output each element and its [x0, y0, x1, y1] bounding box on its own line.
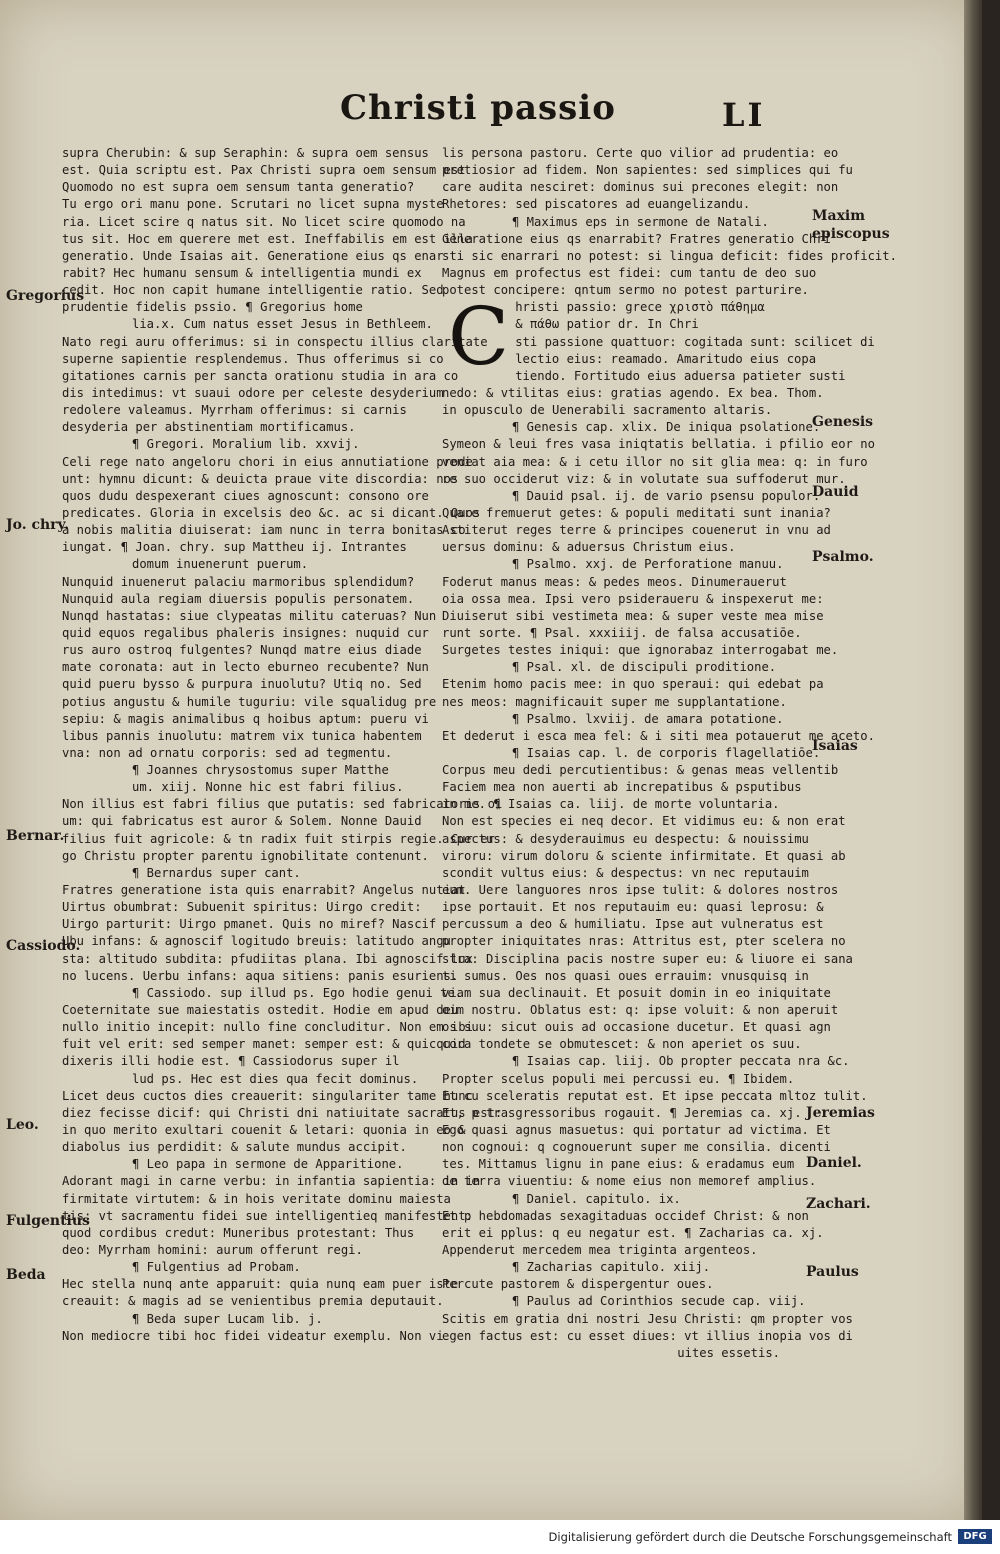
text-line: generatio. Unde Isaias ait. Generatione eius qs enar [62, 248, 444, 263]
text-line: um. xiij. Nonne hic est fabri filius. [132, 780, 404, 795]
running-head: Christi passio [340, 88, 616, 128]
text-line: lectio eius: reamado. Amaritudo eius copa [515, 351, 817, 366]
text-line: desyderia per abstinentiam mortificamus. [62, 420, 356, 435]
text-line: ¶ Psal. xl. de discipuli proditione. [512, 660, 777, 675]
left-text-column [62, 145, 503, 1345]
text-line: propter iniquitates nras: Attritus est, pter scelera no [442, 934, 846, 949]
text-line: deo: Myrrham homini: aurum offerunt regi. [62, 1243, 363, 1257]
text-line: Uirgo parturit: Uirgo pmanet. Quis no miref? Nascif [62, 917, 437, 932]
text-line: uites essetis. [677, 1345, 780, 1360]
text-line: lud ps. Hec est dies qua fecit dominus. [132, 1071, 419, 1086]
margin-note-paulus: Paulus [806, 1264, 859, 1280]
text-line: Foderut manus meas: & pedes meos. Dinumerauerut [442, 574, 787, 589]
text-line: in opusculo de Uenerabili sacramento altaris. [442, 403, 773, 418]
text-line: Scitis em gratia dni nostri Jesu Christi: qm propter vos [442, 1311, 853, 1326]
text-line: firmitate virtutem: & in hois veritate dominu maiesta [62, 1191, 451, 1206]
text-line: Et, p trasgressoribus rogauit. ¶ Jeremias ca. xj. [442, 1105, 802, 1120]
text-line: redolere valeamus. Myrrham offerimus: si carnis [62, 403, 407, 418]
text-line: ¶ Psalmo. xxj. de Perforatione manuu. [512, 557, 784, 572]
text-line: ¶ Dauid psal. ij. de vario psensu populor. [512, 488, 821, 503]
dropcap-letter: C [448, 290, 510, 384]
text-line: care audita nesciret: dominus sui precones elegit: non [442, 180, 839, 195]
text-line: filius fuit agricole: & tn radix fuit stirpis regie. Cur er [62, 831, 495, 846]
text-line: re suo occiderut viz: & in volutate sua suffoderut mur. [442, 471, 846, 486]
text-line: dis intedimus: vt suaui odore per celeste desyderium [62, 385, 444, 400]
text-line: Nunquid aula regiam diuersis populis personatem. [62, 591, 415, 606]
margin-note-fulgentius: Fulgentius [6, 1213, 90, 1229]
text-line: tis: vt sacramentu fidei sue intelligentieq manifestent: [62, 1208, 473, 1223]
text-line: tiendo. Fortitudo eius aduersa patieter susti [515, 368, 846, 383]
text-line: aspectus: & desyderauimus eu despectu: & nouissimu [442, 831, 809, 846]
text-line: prudentie fidelis pssio. ¶ Gregorius home [62, 300, 363, 315]
text-line: ria. Licet scire q natus sit. No licet scire quomodo na [62, 214, 466, 229]
text-line: predicates. Gloria in excelsis deo &c. ac si dicant. Quos [62, 505, 481, 520]
text-line: ¶ Beda super Lucam lib. j. [132, 1311, 323, 1326]
text-line: ¶ Cassiodo. sup illud ps. Ego hodie genui te. [132, 985, 463, 1000]
text-line: supra Cherubin: & sup Seraphin: & supra oem sensus [62, 146, 429, 160]
text-line: stra: Disciplina pacis nostre super eu: & liuore ei sana [442, 951, 853, 966]
funding-credit: Digitalisierung gefördert durch die Deutsche Forschungsgemeinschaft [548, 1530, 952, 1544]
text-line: nes meos: magnificauit super me supplantatione. [442, 694, 787, 709]
text-line: sti sic enarrari no potest: si lingua deficit: fides proficit. [442, 248, 897, 263]
text-line: Coeternitate sue maiestatis ostedit. Hodie em apud deu [62, 1003, 459, 1018]
text-line: ¶ Maximus eps in sermone de Natali. [512, 214, 769, 229]
text-line: ¶ Isaias cap. liij. Ob propter peccata nra &c. [512, 1054, 850, 1069]
text-line: diabolus ius perdidit: & salute mundus accipit. [62, 1140, 407, 1155]
text-line: Fratres generatione ista quis enarrabit? Angelus nutiat [62, 883, 466, 898]
margin-note-genesis: Genesis [812, 414, 874, 430]
text-line: ¶ Gregori. Moralium lib. xxvij. [132, 437, 360, 452]
margin-note-isaias: Isaias [812, 738, 858, 754]
digitization-footer [0, 1520, 1000, 1554]
text-line: Diuiserut sibi vestimeta mea: & super veste mea mise [442, 608, 824, 623]
text-line: Etenim homo pacis mee: in quo speraui: qui edebat pa [442, 677, 824, 692]
text-line: Rhetores: sed piscatores ad euangelizandu. [442, 197, 751, 212]
text-line: potius angustu & humile tuguriu: vile squalidug pre [62, 694, 437, 709]
text-line: ¶ Bernardus super cant. [132, 865, 301, 880]
text-line: ¶ Fulgentius ad Probam. [132, 1260, 301, 1275]
text-line: non cognoui: q cognouerunt super me consilia. dicenti [442, 1140, 831, 1155]
text-line: sta: altitudo subdita: pfudiitas plana. Ibi agnoscif lux [62, 951, 473, 966]
text-line: go Christu propter parentu ignobilitate contenunt. [62, 848, 429, 863]
text-line: ¶ Isaias cap. l. de corporis flagellatiōe. [512, 745, 821, 760]
text-line: ti sumus. Oes nos quasi oues errauim: vnusquisq in [442, 968, 809, 983]
text-line: oim nostru. Oblatus est: q: ipse voluit: & non aperuit [442, 1003, 839, 1018]
text-line: ¶ Leo papa in sermone de Apparitione. [132, 1157, 404, 1172]
text-line: no lucens. Uerbu infans: aqua sitiens: panis esuriens. [62, 968, 459, 983]
text-line: lia.x. Cum natus esset Jesus in Bethleem. [132, 317, 433, 332]
text-line: Licet deus cuctos dies creauerit: singulariter tame hunc [62, 1088, 473, 1103]
text-line: est. Quia scriptu est. Pax Christi supra oem sensum est [62, 163, 466, 178]
text-line: Percute pastorem & dispergentur oues. [442, 1277, 714, 1292]
page-edge [964, 0, 982, 1520]
text-line: Nunqd hastatas: siue clypeatas militu cateruas? Nun [62, 608, 437, 623]
text-line: quid pueru bysso & purpura inuolutu? Utiq no. Sed [62, 677, 422, 692]
text-line: veniat aia mea: & i cetu illor no sit glia mea: q: in furo [442, 454, 868, 469]
margin-note-beda: Beda [6, 1267, 46, 1283]
text-line: de terra viuentiu: & nome eius non memoref amplius. [442, 1174, 817, 1189]
text-line: tus sit. Hoc em querere met est. Ineffabilis em est illa [62, 231, 473, 246]
text-line: Appenderut mercedem mea triginta argenteos. [442, 1243, 758, 1257]
margin-note-daniel: Daniel. [806, 1155, 862, 1171]
text-line: superne sapientie resplendemus. Thus offerimus si co [62, 351, 444, 366]
text-line: cora tondete se obmutescet: & non aperiet os suu. [442, 1037, 802, 1052]
text-line: Celi rege nato angeloru chori in eius annutiatione prode [62, 454, 473, 469]
text-line: hristi passio: grece χριστὸ πάθημα [515, 300, 765, 315]
text-line: Corpus meu dedi percutientibus: & genas meas vellentib [442, 763, 839, 778]
text-line: sepiu: & magis animalibus q hoibus aptum: pueru vi [62, 711, 429, 726]
text-line: Nato regi auru offerimus: si in conspectu illius claritate [62, 334, 488, 349]
margin-note-cassiodo: Cassiodo. [6, 938, 81, 954]
text-line: Generatione eius qs enarrabit? Fratres generatio Chri [442, 231, 831, 246]
text-line: egen factus est: cu esset diues: vt illius inopia vos di [442, 1328, 853, 1343]
text-line: dixeris illi hodie est. ¶ Cassiodorus super il [62, 1054, 400, 1069]
margin-note-jo-chry: Jo. chry. [6, 517, 69, 533]
text-line: gitationes carnis per sancta orationu studia in ara co [62, 368, 459, 383]
margin-note-zachari: Zachari. [806, 1196, 871, 1212]
margin-note-bernar: Bernar. [6, 828, 65, 844]
text-line: scondit vultus eius: & despectus: vn nec reputauim [442, 865, 809, 880]
text-line: sti passione quattuor: cogitada sunt: scilicet di [515, 334, 875, 349]
text-line: uersus dominu: & aduersus Christum eius. [442, 540, 736, 555]
text-line: ¶ Genesis cap. xlix. De iniqua psolatione. [512, 420, 821, 435]
text-line: a nobis malitia diuiserat: iam nunc in terra bonitas co [62, 523, 466, 538]
text-line: Hec stella nunq ante apparuit: quia nunq eam puer iste [62, 1277, 459, 1292]
text-line: viroru: virum doloru & sciente infirmitate. Et quasi ab [442, 848, 846, 863]
margin-note-maxim: Maxim [812, 208, 866, 224]
text-line: Non mediocre tibi hoc fidei videatur exemplu. Non vi [62, 1328, 444, 1343]
text-line: Non illius est fabri filius que putatis: sed fabricatoris oi [62, 797, 503, 812]
text-line: runt sorte. ¶ Psal. xxxiiij. de falsa accusatiōe. [442, 625, 802, 640]
text-line: Tu ergo ori manu pone. Scrutari no licet supna myste [62, 197, 444, 212]
text-line: Non est species ei neq decor. Et vidimus eu: & non erat [442, 814, 846, 829]
text-line: Nunquid inuenerut palaciu marmoribus splendidum? [62, 574, 415, 589]
text-line: viam sua declinauit. Et posuit domin in eo iniquitate [442, 985, 831, 1000]
text-line: Quomodo no est supra oem sensum tanta generatio? [62, 180, 415, 195]
text-line: Symeon & leui fres vasa iniqtatis bellatia. i pfilio eor no [442, 437, 875, 452]
text-line: unt: hymnu dicunt: & deuicta praue vite discordia: nos [62, 471, 459, 486]
text-line: ¶ Joannes chrysostomus super Matthe [132, 763, 389, 778]
text-line: rabit? Hec humanu sensum & intelligentia mundi ex [62, 265, 422, 280]
text-line: mate coronata: aut in lecto eburneo recubente? Nun [62, 660, 429, 675]
margin-note-jeremias: Jeremias [806, 1105, 875, 1121]
dfg-logo-icon: DFG [958, 1529, 992, 1544]
margin-note-psalmo: Psalmo. [812, 549, 874, 565]
text-line: ¶ Paulus ad Corinthios secude cap. viij. [512, 1294, 806, 1309]
text-line: diez fecisse dicif: qui Christi dni natiuitate sacratus est: [62, 1105, 503, 1120]
text-line: vna: non ad ornatu corporis: sed ad tegmentu. [62, 745, 393, 760]
text-line: erit ei pplus: q eu negatur est. ¶ Zacharias ca. xj. [442, 1225, 824, 1240]
text-line: percussum a deo & humiliatu. Ipse aut vulneratus est [442, 917, 824, 932]
text-line: um: qui fabricatus est auror & Solem. Nonne Dauid [62, 814, 422, 829]
margin-note-leo: Leo. [6, 1117, 39, 1133]
text-line: Ubu infans: & agnoscif logitudo breuis: latitudo angu [62, 934, 451, 949]
text-line: Et cu sceleratis reputat est. Et ipse peccata mltoz tulit. [442, 1088, 868, 1103]
text-line: Astiterut reges terre & principes couenerut in vnu ad [442, 523, 831, 538]
text-line: iungat. ¶ Joan. chry. sup Mattheu ij. Intrantes [62, 540, 407, 555]
text-line: Uirtus obumbrat: Subuenit spiritus: Uirgo credit: [62, 900, 422, 915]
text-line: nedo: & vtilitas eius: gratias agendo. Ex bea. Thom. [442, 385, 824, 400]
text-line: ¶ Daniel. capitulo. ix. [512, 1191, 681, 1206]
text-line: pretiosior ad fidem. Non sapientes: sed simplices qui fu [442, 163, 853, 178]
text-line: domum inuenerunt puerum. [132, 557, 309, 572]
text-line: ¶ Psalmo. lxviij. de amara potatione. [512, 711, 784, 726]
text-line: creauit: & magis ad se venientibus premia deputauit. [62, 1294, 444, 1309]
text-line: rus auro ostroq fulgentes? Nunqd matre eius diade [62, 643, 422, 658]
text-line: in quo merito exultari couenit & letari: quonia in eo & [62, 1123, 466, 1138]
text-line: Propter scelus populi mei percussi eu. ¶ Ibidem. [442, 1071, 795, 1086]
margin-note-dauid: Dauid [812, 484, 859, 500]
text-line: lis persona pastoru. Certe quo vilior ad prudentia: eo [442, 146, 839, 160]
text-line: ¶ Zacharias capitulo. xiij. [512, 1260, 711, 1275]
text-line: eum. Uere languores nros ipse tulit: & dolores nostros [442, 883, 839, 898]
text-line: quod cordibus credut: Muneribus protestant: Thus [62, 1225, 415, 1240]
text-line: libus pannis inuolutu: matrem vix tunica habentem [62, 728, 422, 743]
text-line: oia ossa mea. Ipsi vero psideraueru & inspexerut me: [442, 591, 824, 606]
text-line: in me. ¶ Isaias ca. liij. de morte voluntaria. [442, 797, 780, 812]
text-line: fuit vel erit: sed semper manet: semper est: & quicquid [62, 1037, 466, 1052]
text-line: Quare fremuerut getes: & populi meditati sunt inania? [442, 505, 831, 520]
text-line: & πάθω patior dr. In Chri [515, 317, 699, 332]
folio-number: LI [722, 96, 766, 134]
text-line: ipse portauit. Et nos reputauim eu: quasi leprosu: & [442, 900, 824, 915]
text-line: cedit. Hoc non capit humane intelligentie ratio. Sed [62, 283, 444, 298]
text-line: os suu: sicut ouis ad occasione ducetur. Et quasi agn [442, 1020, 831, 1035]
text-line: Ego quasi agnus masuetus: qui portatur ad victima. Et [442, 1123, 831, 1138]
text-line: Faciem mea non auerti ab increpatibus & psputibus [442, 780, 802, 795]
text-line: nullo initio incepit: nullo fine concluditur. Non em ibi [62, 1020, 473, 1035]
text-line: quos dudu despexerant ciues agnoscunt: consono ore [62, 488, 429, 503]
text-line: potest concipere: qntum sermo no potest parturire. [442, 283, 809, 298]
text-line: Et dederut i esca mea fel: & i siti mea potauerut me aceto. [442, 728, 875, 743]
text-line: quid equos regalibus phaleris insignes: nuquid cur [62, 625, 429, 640]
text-line: tes. Mittamus lignu in pane eius: & eradamus eum [442, 1157, 795, 1172]
text-line: Surgetes testes iniqui: que ignorabaz interrogabat me. [442, 643, 839, 658]
text-line: Et p hebdomadas sexagitaduas occidef Christ: & non [442, 1208, 809, 1223]
text-line: Adorant magi in carne verbu: in infantia sapientia: in in [62, 1174, 481, 1189]
text-line: Magnus em profectus est fidei: cum tantu de deo suo [442, 265, 817, 280]
margin-note-episcopus: episcopus [812, 226, 890, 242]
margin-note-gregorius: Gregorius [6, 288, 85, 304]
